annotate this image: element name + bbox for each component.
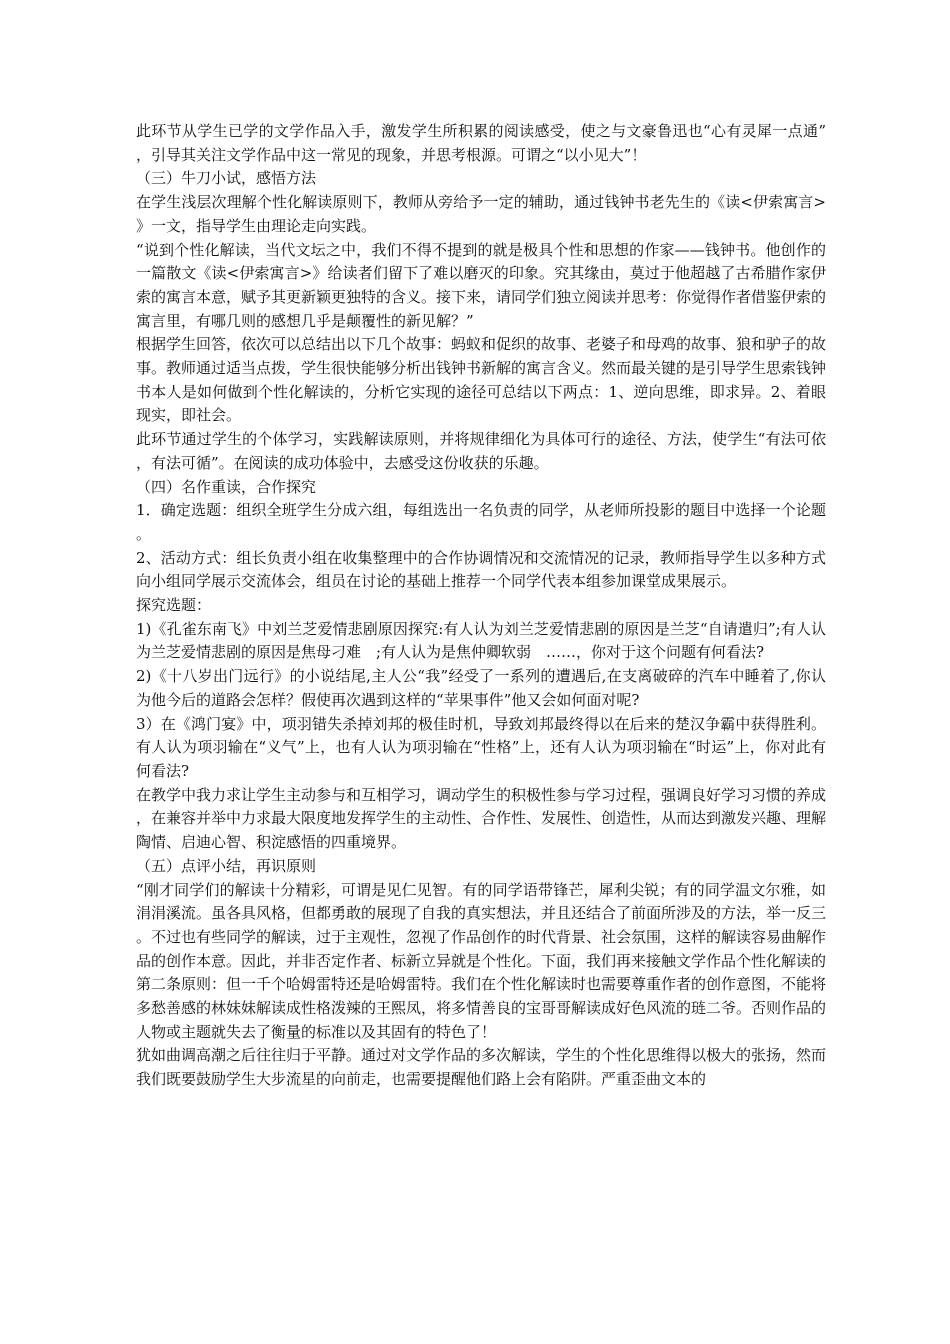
paragraph-intro-3: 在学生浅层次理解个性化解读原则下，教师从旁给予一定的辅助，通过钱钟书老先生的《读<伊索寓言>》一文，指导学生由理论走向实践。 (136, 193, 826, 235)
paragraph-student-answers: 根据学生回答，依次可以总结出以下几个故事：蚂蚁和促织的故事、老婆子和母鸡的故事、狼和驴子的故事。教师通过适当点拨，学生很快能够分析出钱钟书新解的寓言含义。然而最关键的是引导学生思索钱钟书本人是如何做到个性化解读的，分析它实现的途径可总结以下两点：1、逆向思维，即求异。2、着眼现实，即社会。 (136, 335, 827, 425)
paragraph-teacher-comment: “刚才同学们的解读十分精彩，可谓是见仁见智。有的同学语带锋芒，犀利尖锐；有的同学温文尔雅，如涓涓溪流。虽各具风格，但都勇敢的展现了自我的真实想法，并且还结合了前面所涉及的方法，举一反三。不过也有些同学的解读，过于主观性，忽视了作品创作的时代背景、社会氛围，这样的解读容易曲解作品的创作本意。因此，并非否定作者、标新立异就是个性化。下面，我们再来接触文学作品个性化解读的第二条原则：但一千个哈姆雷特还是哈姆雷特。我们在个性化解读时也需要尊重作者的创作意图，不能将多愁善感的林妹妹解读成性格泼辣的王熙凤，将多情善良的宝哥哥解读成好色风流的琏二爷。否则作品的人物或主题就失去了衡量的标准以及其固有的特色了！ (136, 880, 827, 1041)
label-explore-topics: 探究选题： (136, 596, 212, 615)
paragraph-summary-2: 此环节从学生已学的文学作品入手，激发学生所积累的阅读感受，使之与文豪鲁迅也“心有灵犀一点通”，引导其关注文学作品中这一常见的现象，并思考根源。可谓之“以小见大”！ (136, 122, 826, 164)
section-heading-3: （三）牛刀小试，感悟方法 (136, 169, 317, 188)
section-heading-4: （四）名作重读，合作探究 (136, 477, 317, 496)
paragraph-quote-qianzhongshu: “说到个性化解读，当代文坛之中，我们不得不提到的就是极具个性和思想的作家——钱钟书。他创作的一篇散文《读<伊索寓言>》给读者们留下了难以磨灭的印象。究其缘由，莫过于他超越了古希腊作家伊索的寓言本意，赋予其更新颖更独特的含义。接下来，请同学们独立阅读并思考：你觉得作者借鉴伊索的寓言里，有哪几则的感想几乎是颠覆性的新见解？” (136, 240, 827, 330)
topic-item-1: 1)《孔雀东南飞》中刘兰芝爱情悲剧原因探究:有人认为刘兰芝爱情悲剧的原因是兰芝“自请遣归”;有人认为兰芝爱情悲剧的原因是焦母刁难 ;有人认为是焦仲卿软弱 ……，你对于这个问题有何看法? (136, 619, 826, 662)
document-body (136, 120, 826, 1092)
paragraph-activity-method: 2、活动方式：组长负责小组在收集整理中的合作协调情况和交流情况的记录，教师指导学生以多种方式向小组同学展示交流体会，组员在讨论的基础上推荐一个同学代表本组参加课堂成果展示。 (136, 548, 826, 591)
paragraph-closing: 犹如曲调高潮之后往往归于平静。通过对文学作品的多次解读，学生的个性化思维得以极大的张扬，然而我们既要鼓励学生大步流星的向前走，也需要提醒他们路上会有陷阱。严重歪曲文本的 (136, 1046, 827, 1089)
paragraph-teaching-reflection: 在教学中我力求让学生主动参与和互相学习，调动学生的积极性参与学习过程，强调良好学习习惯的养成，在兼容并举中力求最大限度地发挥学生的主动性、合作性、发展性、创造性，从而达到激发兴趣、理解陶情、启迪心智、积淀感悟的四重境界。 (136, 785, 827, 852)
paragraph-summary-3: 此环节通过学生的个体学习，实践解读原则，并将规律细化为具体可行的途径、方法，使学生“有法可依，有法可循”。在阅读的成功体验中，去感受这份收获的乐趣。 (136, 430, 826, 472)
topic-item-2: 2)《十八岁出门远行》的小说结尾,主人公“我”经受了一系列的遭遇后,在支离破碎的汽车中睡着了,你认为他今后的道路会怎样？假使再次遇到这样的“苹果事件”他又会如何面对呢? (136, 667, 826, 709)
section-heading-5: （五）点评小结，再识原则 (136, 856, 317, 875)
topic-item-3: 3）在《鸿门宴》中，项羽错失杀掉刘邦的极佳时机，导致刘邦最终得以在后来的楚汉争霸中获得胜利。有人认为项羽输在“义气”上，也有人认为项羽输在“性格”上，还有人认为项羽输在“时运”上，你对此有何看法? (136, 714, 826, 780)
paragraph-topic-selection: 1．确定选题：组织全班学生分成六组，每组选出一名负责的同学，从老师所投影的题目中选择一个论题。 (136, 501, 826, 543)
